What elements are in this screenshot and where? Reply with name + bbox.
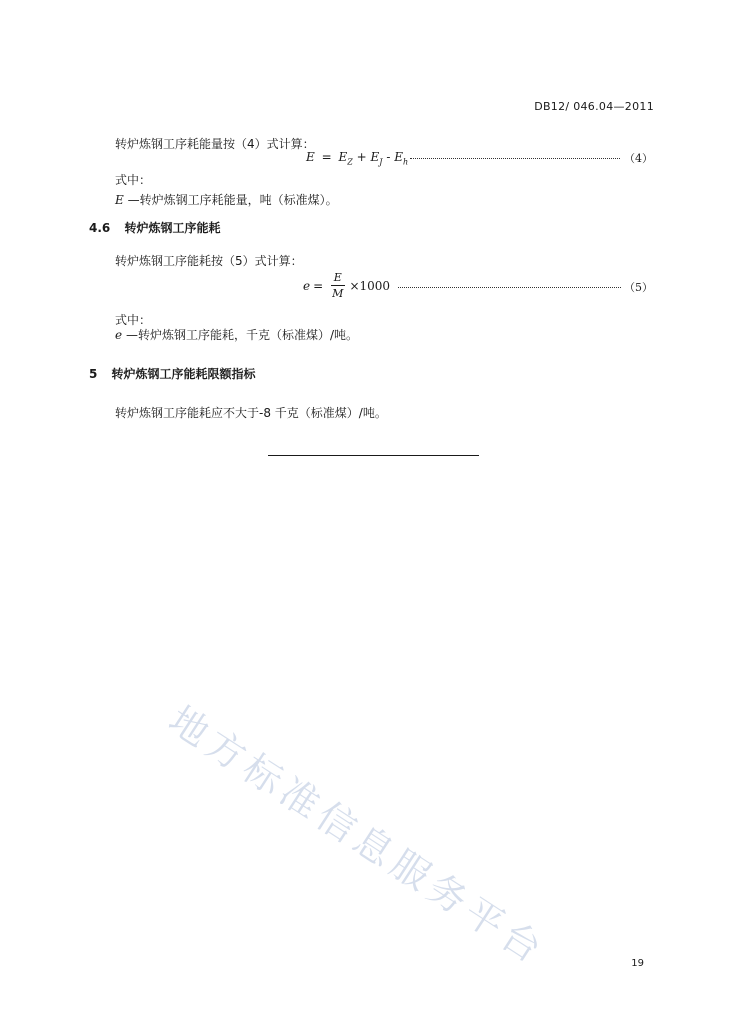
formula-5-equals: =	[313, 278, 324, 293]
end-of-document-rule	[268, 455, 479, 456]
section-4-6-title: 转炉炼钢工序能耗	[124, 221, 221, 235]
formula-4-var-Ez: E	[338, 150, 348, 164]
formula-5-number: （5）	[624, 281, 653, 294]
formula-5-numerator: E	[331, 271, 345, 286]
formula-4-minus: -	[386, 150, 391, 164]
formula-4-number: （4）	[624, 152, 653, 165]
formula-4-sub-h: h	[403, 157, 409, 167]
formula-4-where: 式中：	[115, 173, 152, 187]
formula-4	[306, 150, 408, 166]
formula-5-multiplier: ×1000	[349, 278, 391, 293]
formula-4-var-Eh: E	[394, 150, 403, 164]
formula-5-definition	[115, 326, 358, 343]
watermark: 地方标准信息服务平台	[161, 697, 555, 975]
formula-5-where: 式中：	[115, 313, 152, 327]
formula-5-denominator: M	[332, 287, 344, 300]
formula-4-sub-z: Z	[347, 157, 353, 167]
formula-4-intro: 转炉炼钢工序耗能量按（4）式计算：	[115, 137, 315, 151]
formula-4-def-symbol: E	[115, 193, 124, 207]
formula-4-sub-j: J	[379, 157, 383, 167]
formula-4-var-Ej: E	[370, 150, 380, 164]
formula-5-def-text: —转炉炼钢工序能耗，千克（标准煤）/吨。	[125, 328, 358, 342]
formula-5-var-e: e	[303, 278, 311, 293]
formula-4-equals: =	[321, 150, 332, 164]
formula-5-fraction	[329, 271, 346, 300]
standard-code: DB12/ 046.04—2011	[534, 100, 654, 113]
section-4-6-number: 4.6	[89, 221, 111, 235]
formula-5-intro: 转炉炼钢工序能耗按（5）式计算：	[115, 254, 303, 268]
section-5-title: 转炉炼钢工序能耗限额指标	[111, 367, 256, 381]
section-5-number: 5	[89, 367, 98, 381]
formula-5-dot-leader	[398, 287, 621, 288]
section-4-6-heading	[89, 219, 220, 236]
section-5-heading	[89, 365, 256, 382]
formula-4-definition	[115, 191, 338, 208]
formula-4-def-text: —转炉炼钢工序耗能量，吨（标准煤）。	[127, 193, 338, 207]
formula-5-def-symbol: e	[115, 328, 123, 342]
page-number: 19	[631, 958, 644, 969]
formula-4-dot-leader	[410, 158, 620, 159]
limit-statement: 转炉炼钢工序能耗应不大于-8 千克（标准煤）/吨。	[115, 406, 387, 420]
formula-5	[303, 271, 390, 300]
formula-4-var-E: E	[306, 150, 315, 164]
formula-4-plus: +	[356, 150, 367, 164]
